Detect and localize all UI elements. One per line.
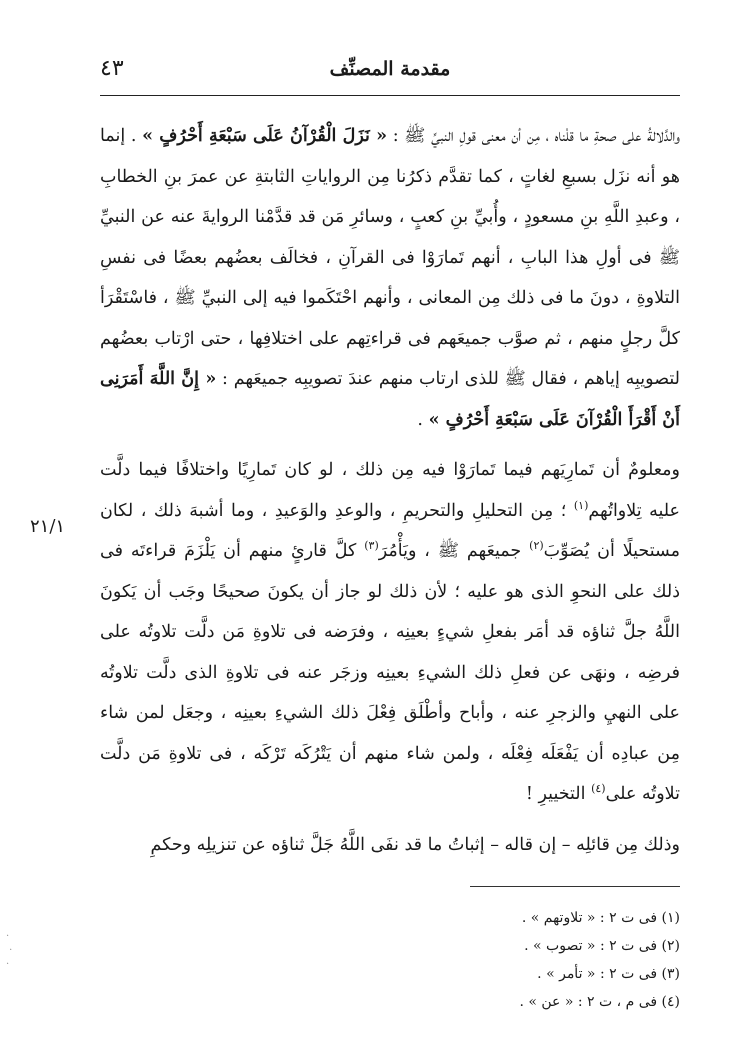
footnotes xyxy=(100,904,680,1016)
page-header xyxy=(100,56,680,92)
footnote-marker: (١) xyxy=(573,498,589,512)
text-run: جميعَهم ﷺ ، ويَأْمُرَ xyxy=(378,541,530,561)
text-run: . xyxy=(417,409,429,430)
main-text xyxy=(100,116,680,865)
text-run: التخييرِ ! xyxy=(525,784,592,804)
paragraph-3 xyxy=(100,825,680,866)
footnote-1: (١) فى ت ٢ : « تلاوتهم » . xyxy=(521,910,680,926)
footnote-marker: (٤) xyxy=(591,782,606,796)
text-run: . إنما هو أنه نزَل بسبعِ لغاتٍ ، كما تقدَّم ذكرُنا مِن الرواياتِ الثابتةِ عن عمرَ بنِ الخطابِ ، وعبدِ اللَّهِ بنِ مسعودٍ ، وأُبيِّ بنِ كعبٍ ، وسائرِ مَن قد قدَّمْنا الروايةَ عنه عن النبيِّ ﷺ فى أولِ هذا البابِ ، أنهم تَمارَوْا فى القرآنِ ، فخالَف بعضُهم بعضًا فى نفسِ التلاوةِ ، دونَ ما فى ذلك مِن المعانى ، وأنهم احْتَكَموا فيه إلى النبيِّ ﷺ ، فاسْتَقْرَأ كلَّ رجلٍ منهم ، ثم صوَّب جميعَهم فى قراءتِهم على اختلافِها ، حتى ارْتاب بعضُهم لتصويبِه إياهم ، فقال ﷺ للذى ارتاب منهم عندَ تصويبِه جميعَهم : xyxy=(100,126,680,389)
header-rule xyxy=(100,95,680,96)
text-run: وذلك مِن قائلِه – إن قاله – إثباتُ ما قد نفَى اللَّهُ جَلَّ ثناؤه عن تنزيلِه وحكمِ xyxy=(150,834,680,855)
footnote-2: (٢) فى ت ٢ : « تصوب » . xyxy=(524,938,680,954)
footnote-4: (٤) فى م ، ت ٢ : « عن » . xyxy=(519,994,680,1010)
paragraph-2 xyxy=(100,450,680,815)
text-run: والدَّلالةُ على صحةِ ما قلْناه ، مِن أن معنى قولِ النبيِّ ﷺ : xyxy=(387,126,680,146)
footnote-divider xyxy=(470,886,680,887)
running-title: مقدمة المصنِّف xyxy=(329,58,451,80)
hadith-quote: « إِنَّ اللَّهَ أَمَرَنِى أَنْ أَقْرَأَ الْقُرْآنَ عَلَى سَبْعَةِ أَحْرُفٍ » xyxy=(100,369,680,430)
paragraph-1 xyxy=(100,116,680,440)
text-run: كلَّ قارئٍ منهم أن يَلْزَمَ قراءتَه فى ذلك على النحوِ الذى هو عليه ؛ لأن ذلك لو جاز أن يكونَ صحيحًا وجَب أن يَكونَ اللَّهُ جلَّ ثناؤه قد أمَر بفعلِ شيءٍ بعينِه ، وفرَضه فى تلاوةِ مَن دلَّت تلاوتُه على فرضِه ، ونهَى عن فعلِ ذلك الشيءِ بعينِه وزجَر عنه فى تلاوةِ الذى دلَّت تلاوتُه على النهيِ والزجرِ عنه ، وأباح وأطْلَق فِعْلَ ذلك الشيءِ بعينِه ، وجعَل لمن شاء مِن عبادِه أن يَفْعَلَه فِعْلَه ، ولمن شاء منهم أن يَتْرُكَه تَرْكَه ، فى تلاوةِ مَن دلَّت تلاوتُه على xyxy=(100,541,680,804)
footnote-marker: (٣) xyxy=(364,539,379,553)
footnote-marker: (٢) xyxy=(529,539,544,553)
hadith-quote: « نَزَلَ الْقُرْآنُ عَلَى سَبْعَةِ أَحْرُفٍ » xyxy=(142,126,388,146)
text-run: ؛ مِن التحليلِ والتحريمِ ، والوعدِ والوَعيدِ ، وما أشبهَ ذلك ، لكان مستحيلًا أن يُصَوِّبَ xyxy=(100,500,680,561)
scan-specks: · · · xyxy=(6,931,13,970)
text-run: ومعلومٌ أن تَمارِيَهم فيما تَمارَوْا فيه مِن ذلك ، لو كان تَمارِيًا واختلافًا فيما دلَّت عليه تِلاواتُهم xyxy=(100,460,680,521)
page-number: ٤٣ xyxy=(100,56,124,81)
margin-reference: ٢١/١ xyxy=(30,516,66,537)
footnote-3: (٣) فى ت ٢ : « تأمر » . xyxy=(537,966,680,982)
